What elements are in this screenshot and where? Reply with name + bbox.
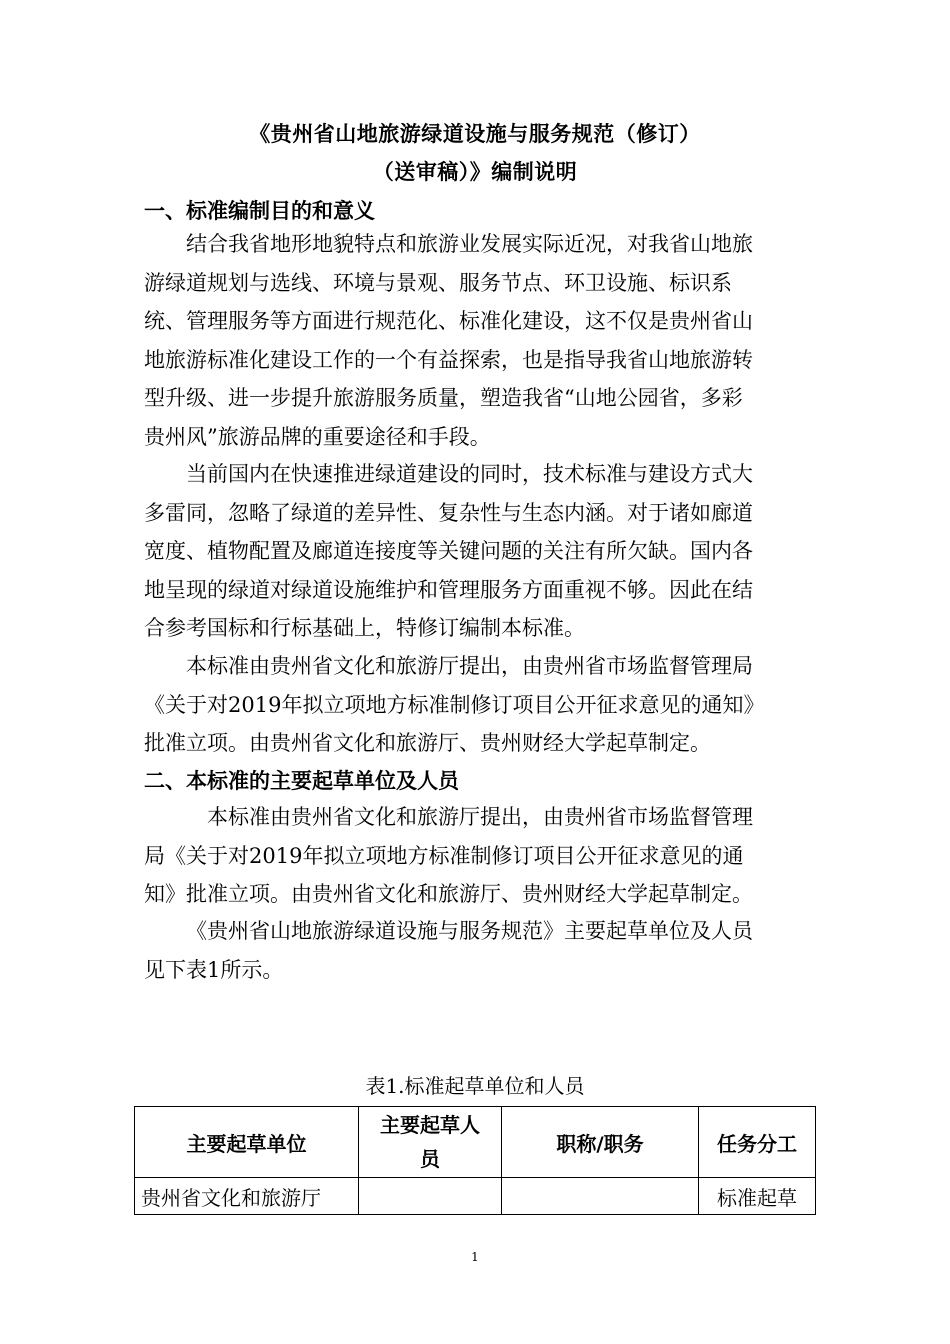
cell-unit: 贵州省文化和旅游厅 <box>135 1178 359 1215</box>
header-unit <box>135 1107 359 1178</box>
paragraph-line: 宽度、植物配置及廊道连接度等关键问题的关注有所欠缺。国内各 <box>144 539 753 563</box>
page-number: 1 <box>471 1250 479 1264</box>
header-person-label-1: 主要起草人 <box>380 1113 480 1137</box>
section-1-heading: 一、标准编制目的和意义 <box>144 198 375 223</box>
paragraph-line: 知》批准立项。由贵州省文化和旅游厅、贵州财经大学起草制定。 <box>144 882 753 906</box>
table-row <box>135 1178 816 1215</box>
header-title-label: 职称/职务 <box>556 1131 644 1156</box>
header-task-label: 任务分工 <box>717 1131 797 1156</box>
section-1-paragraph-1 <box>144 225 806 456</box>
section-1-paragraph-2 <box>144 455 806 648</box>
cell-title <box>502 1178 699 1215</box>
paragraph-line: 地旅游标准化建设工作的一个有益探索，也是指导我省山地旅游转 <box>144 347 753 372</box>
paragraph-line: 多雷同，忽略了绿道的差异性、复杂性与生态内涵。对于诸如廊道 <box>144 500 753 525</box>
table-caption: 表1.标准起草单位和人员 <box>365 1074 585 1098</box>
paragraph-line: 贵州风”旅游品牌的重要途径和手段。 <box>144 424 491 449</box>
paragraph-line: 合参考国标和行标基础上，特修订编制本标准。 <box>144 616 585 640</box>
header-task <box>699 1107 816 1178</box>
paragraph-line: 游绿道规划与选线、环境与景观、服务节点、环卫设施、标识系 <box>144 270 732 295</box>
header-title <box>502 1107 699 1178</box>
paragraph-line: 地呈现的绿道对绿道设施维护和管理服务方面重视不够。因此在结 <box>144 577 753 602</box>
paragraph-line: 型升级、进一步提升旅游服务质量，塑造我省“山地公园省，多彩 <box>144 386 743 410</box>
paragraph-line: 批准立项。由贵州省文化和旅游厅、贵州财经大学起草制定。 <box>144 731 711 755</box>
drafting-units-table <box>134 1106 816 1215</box>
section-2-heading: 二、本标准的主要起草单位及人员 <box>144 768 459 793</box>
paragraph-line: 本标准由贵州省文化和旅游厅提出，由贵州省市场监督管理局 <box>186 654 753 678</box>
paragraph-line: 当前国内在快速推进绿道建设的同时，技术标准与建设方式大 <box>186 462 753 486</box>
document-title-line-2: （送审稿）》编制说明 <box>372 159 578 184</box>
paragraph-line: 本标准由贵州省文化和旅游厅提出，由贵州省市场监督管理 <box>207 805 753 829</box>
table-header-row <box>135 1107 816 1178</box>
header-unit-label: 主要起草单位 <box>186 1131 307 1156</box>
cell-task: 标准起草 <box>699 1178 816 1215</box>
document-title-line-1: 《贵州省山地旅游绿道设施与服务规范（修订） <box>249 121 701 146</box>
cell-person <box>359 1178 502 1215</box>
section-2-paragraph-1 <box>144 798 806 914</box>
section-2-paragraph-2 <box>144 912 806 989</box>
section-1-paragraph-3 <box>144 647 806 763</box>
paragraph-line: 见下表1所示。 <box>144 957 284 982</box>
paragraph-line: 结合我省地形地貌特点和旅游业发展实际近况，对我省山地旅 <box>186 232 753 256</box>
paragraph-line: 《关于对2019年拟立项地方标准制修订项目公开征求意见的通知》 <box>144 692 765 717</box>
paragraph-line: 局《关于对2019年拟立项地方标准制修订项目公开征求意见的通 <box>144 843 744 868</box>
header-person-label-2: 员 <box>420 1147 440 1171</box>
paragraph-line: 统、管理服务等方面进行规范化、标准化建设，这不仅是贵州省山 <box>144 309 753 333</box>
paragraph-line: 《贵州省山地旅游绿道设施与服务规范》主要起草单位及人员 <box>186 919 753 943</box>
header-person <box>359 1107 502 1178</box>
